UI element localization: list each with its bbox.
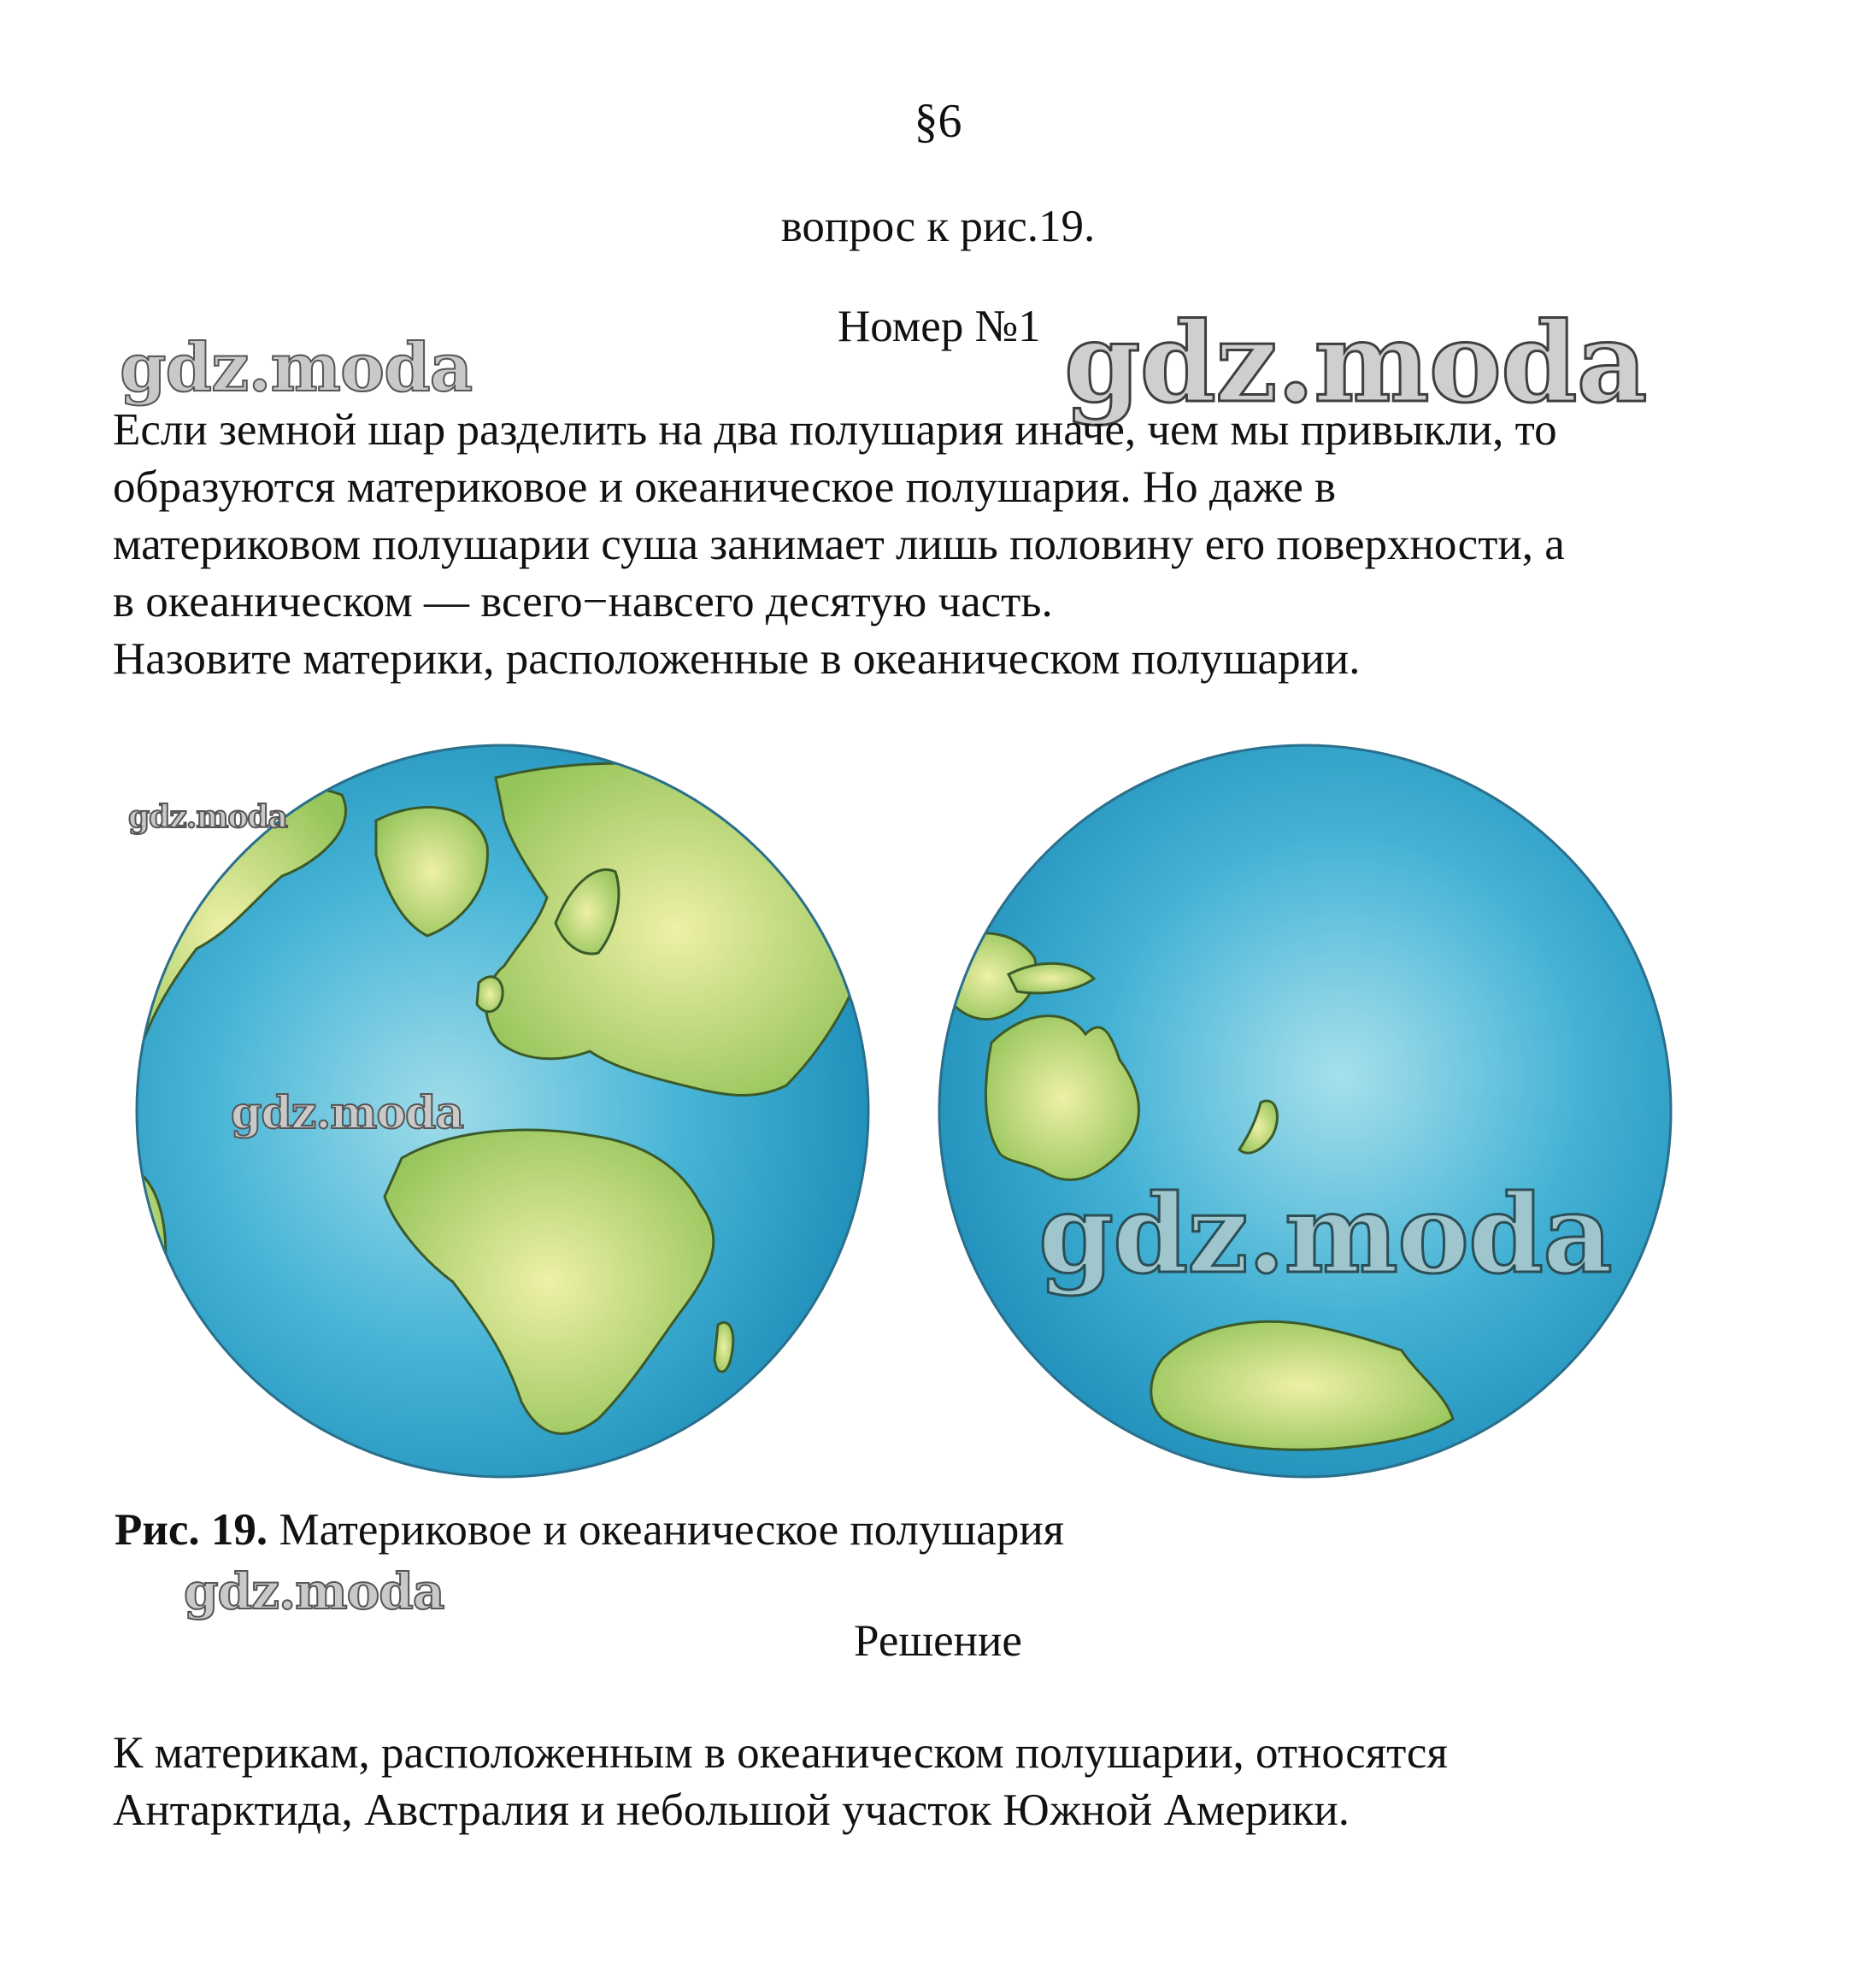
- watermark: gdz.moda: [1038, 1171, 1612, 1297]
- task-line: Назовите материки, расположенные в океаническом полушарии.: [113, 634, 1361, 684]
- task-line: материковом полушарии суша занимает лишь половину его поверхности, а: [113, 520, 1565, 569]
- madagascar-land: [715, 1322, 733, 1372]
- watermark: gdz.moda: [128, 799, 287, 835]
- task-line: образуются материковое и океаническое полушария. Но даже в: [113, 462, 1337, 512]
- oceanic-hemisphere: [939, 745, 1671, 1477]
- solution-line: Антарктида, Австралия и небольшой участок Южной Америки.: [113, 1785, 1350, 1835]
- figure-caption: [115, 1504, 1064, 1556]
- watermark: gdz.moda: [120, 329, 473, 407]
- section-number: §6: [914, 95, 962, 148]
- watermark: gdz.moda: [184, 1562, 444, 1620]
- figure-caption-text: Материковое и океаническое полушария: [268, 1505, 1065, 1555]
- continental-hemisphere: [103, 745, 868, 1477]
- task-line: в океаническом — всего−навсего десятую часть.: [113, 577, 1053, 626]
- question-reference: вопрос к рис.19.: [780, 202, 1096, 251]
- south-america-land: [103, 1171, 166, 1332]
- watermark: gdz.moda: [1064, 299, 1647, 427]
- task-number: Номер №1: [838, 302, 1041, 351]
- figure-caption-label: Рис. 19.: [115, 1505, 268, 1555]
- watermark: gdz.moda: [231, 1087, 464, 1139]
- solution-text: [113, 1725, 1788, 1839]
- solution-heading: Решение: [854, 1616, 1022, 1666]
- eurasia-land: [486, 763, 867, 1095]
- british-isles-land: [477, 977, 503, 1012]
- solution-line: К материкам, расположенным в океаническом полушарии, относятся: [113, 1728, 1448, 1778]
- task-text: [113, 402, 1788, 688]
- task-line: Если земной шар разделить на два полушария иначе, чем мы привыкли, то: [113, 405, 1557, 455]
